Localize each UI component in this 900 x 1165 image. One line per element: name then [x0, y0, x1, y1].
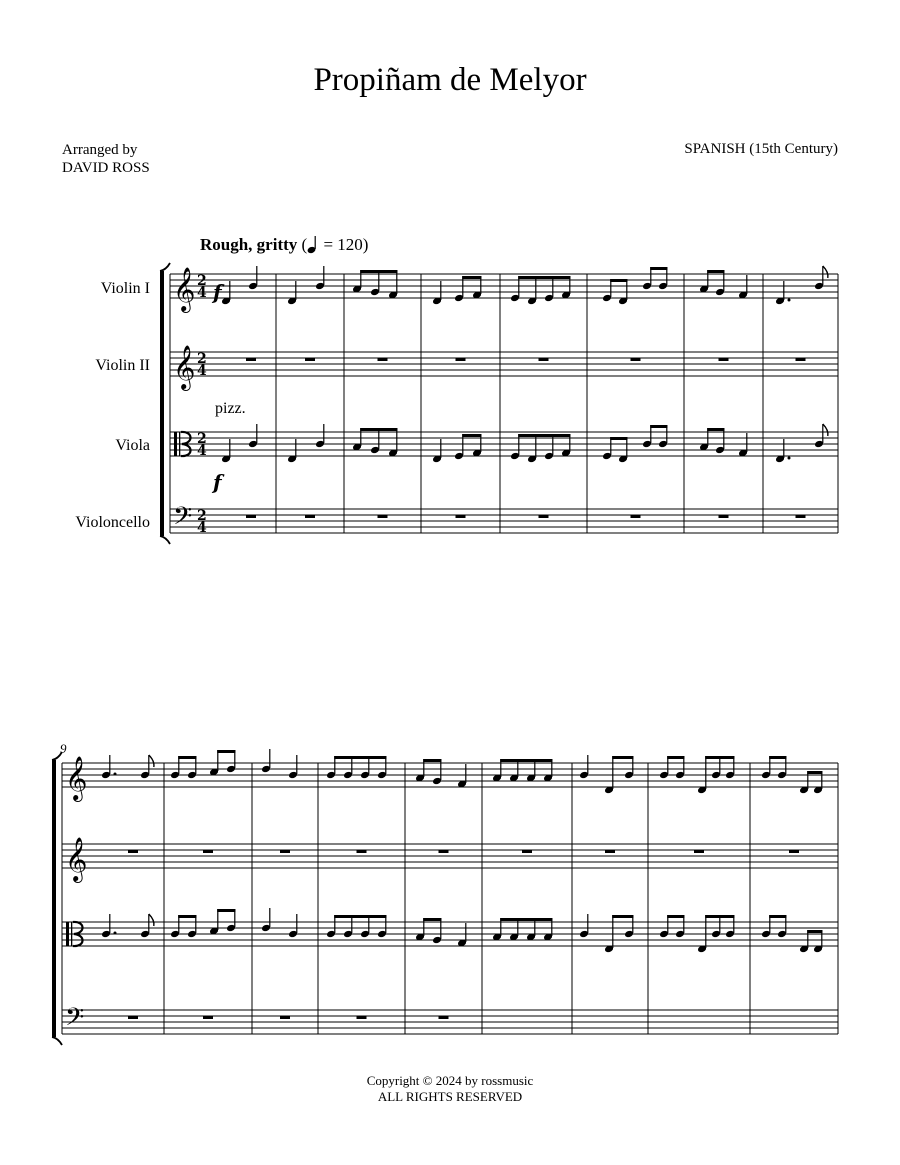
augmentation-dot: [788, 457, 791, 460]
whole-rest-icon: [203, 1016, 213, 1019]
whole-rest-icon: [378, 515, 388, 518]
instrument-cello: Violoncello: [75, 514, 150, 531]
note-beam: [334, 756, 386, 759]
note-beam: [518, 434, 570, 437]
arranger-name: DAVID ROSS: [62, 160, 150, 176]
note-beam: [360, 428, 397, 431]
system-bracket: [52, 760, 56, 1037]
note-beam: [610, 279, 627, 282]
time-signature: 4: [197, 285, 207, 301]
augmentation-dot: [114, 932, 117, 935]
time-signature: 2: [197, 431, 207, 447]
time-signature: 2: [197, 508, 207, 524]
treble-clef-icon: 𝄞: [173, 345, 196, 389]
note-beam: [705, 756, 734, 759]
note-beam: [462, 434, 481, 437]
time-signature: 4: [197, 363, 207, 379]
whole-rest-icon: [280, 1016, 290, 1019]
whole-rest-icon: [439, 850, 449, 853]
note-beam: [707, 270, 724, 273]
bass-clef-icon: 𝄢: [65, 1003, 85, 1038]
note-beam: [462, 276, 481, 279]
tempo-bpm: = 120: [323, 235, 363, 254]
note-flag: [149, 914, 154, 926]
note-flag: [823, 424, 828, 436]
instrument-viola: Viola: [115, 437, 150, 454]
whole-rest-icon: [357, 850, 367, 853]
note-beam: [769, 756, 786, 759]
whole-rest-icon: [128, 850, 138, 853]
time-signature: 2: [197, 351, 207, 367]
alto-clef-icon: [179, 432, 180, 456]
note-beam: [769, 915, 786, 918]
measure-number: 9: [60, 741, 67, 756]
note-beam: [334, 915, 386, 918]
note-beam: [705, 915, 734, 918]
note-beam: [178, 756, 196, 759]
copyright-line: Copyright © 2024 by rossmusic: [366, 1073, 534, 1088]
note-beam: [610, 437, 627, 440]
system-bracket: [160, 536, 170, 544]
treble-clef-icon: 𝄞: [65, 756, 88, 800]
whole-rest-icon: [305, 515, 315, 518]
note-beam: [807, 771, 822, 774]
rights-line: ALL RIGHTS RESERVED: [377, 1089, 523, 1104]
whole-rest-icon: [305, 358, 315, 361]
whole-rest-icon: [378, 358, 388, 361]
copyright-footer: [0, 1073, 900, 1105]
dynamic-forte: f: [213, 280, 222, 304]
composer-credit: SPANISH (15th Century): [684, 141, 838, 157]
whole-rest-icon: [203, 850, 213, 853]
note-beam: [667, 756, 684, 759]
note-beam: [500, 759, 552, 762]
whole-rest-icon: [631, 358, 641, 361]
tempo-text: Rough, gritty: [200, 235, 298, 254]
system-bracket: [52, 1037, 62, 1045]
whole-rest-icon: [631, 515, 641, 518]
whole-rest-icon: [694, 850, 704, 853]
whole-rest-icon: [539, 515, 549, 518]
note-beam: [650, 267, 667, 270]
whole-rest-icon: [128, 1016, 138, 1019]
note-beam: [650, 425, 667, 428]
system-bracket: [52, 752, 62, 760]
alto-clef-icon: [71, 922, 72, 946]
arranger-line1: Arranged by: [62, 142, 138, 158]
note-beam: [807, 930, 822, 933]
note-beam: [423, 918, 441, 921]
note-beam: [178, 915, 196, 918]
instrument-violin-1: Violin I: [100, 280, 150, 297]
augmentation-dot: [114, 773, 117, 776]
whole-rest-icon: [539, 358, 549, 361]
note-beam: [217, 750, 235, 753]
note-beam: [612, 915, 633, 918]
whole-rest-icon: [796, 358, 806, 361]
tempo-open-paren: (: [301, 235, 308, 254]
whole-rest-icon: [796, 515, 806, 518]
instrument-violin-2: Violin II: [95, 357, 150, 374]
whole-rest-icon: [605, 850, 615, 853]
tempo-close-paren: ): [362, 235, 369, 254]
time-signature: 4: [197, 443, 207, 459]
note-flag: [149, 755, 154, 767]
score-title: Propiñam de Melyor: [313, 62, 587, 98]
whole-rest-icon: [280, 850, 290, 853]
note-beam: [612, 756, 633, 759]
whole-rest-icon: [522, 850, 532, 853]
note-beam: [518, 276, 570, 279]
alto-clef-icon: [174, 432, 177, 456]
whole-rest-icon: [456, 358, 466, 361]
whole-rest-icon: [719, 358, 729, 361]
whole-rest-icon: [246, 358, 256, 361]
whole-rest-icon: [456, 515, 466, 518]
bass-clef-icon: 𝄢: [173, 502, 193, 537]
time-signature: 2: [197, 273, 207, 289]
whole-rest-icon: [357, 1016, 367, 1019]
treble-clef-icon: 𝄞: [65, 837, 88, 881]
system-bracket: [160, 263, 170, 271]
treble-clef-icon: 𝄞: [173, 267, 196, 311]
augmentation-dot: [788, 299, 791, 302]
note-beam: [500, 918, 552, 921]
whole-rest-icon: [246, 515, 256, 518]
dynamic-forte: f: [213, 470, 222, 494]
note-beam: [423, 759, 441, 762]
system-bracket: [160, 271, 164, 536]
note-beam: [707, 428, 724, 431]
time-signature: 4: [197, 520, 207, 536]
alto-clef-icon: [66, 922, 69, 946]
note-beam: [667, 915, 684, 918]
whole-rest-icon: [719, 515, 729, 518]
note-beam: [360, 270, 397, 273]
whole-rest-icon: [789, 850, 799, 853]
whole-rest-icon: [439, 1016, 449, 1019]
note-flag: [823, 266, 828, 278]
pizzicato-marking: pizz.: [215, 400, 246, 417]
note-beam: [217, 909, 235, 912]
